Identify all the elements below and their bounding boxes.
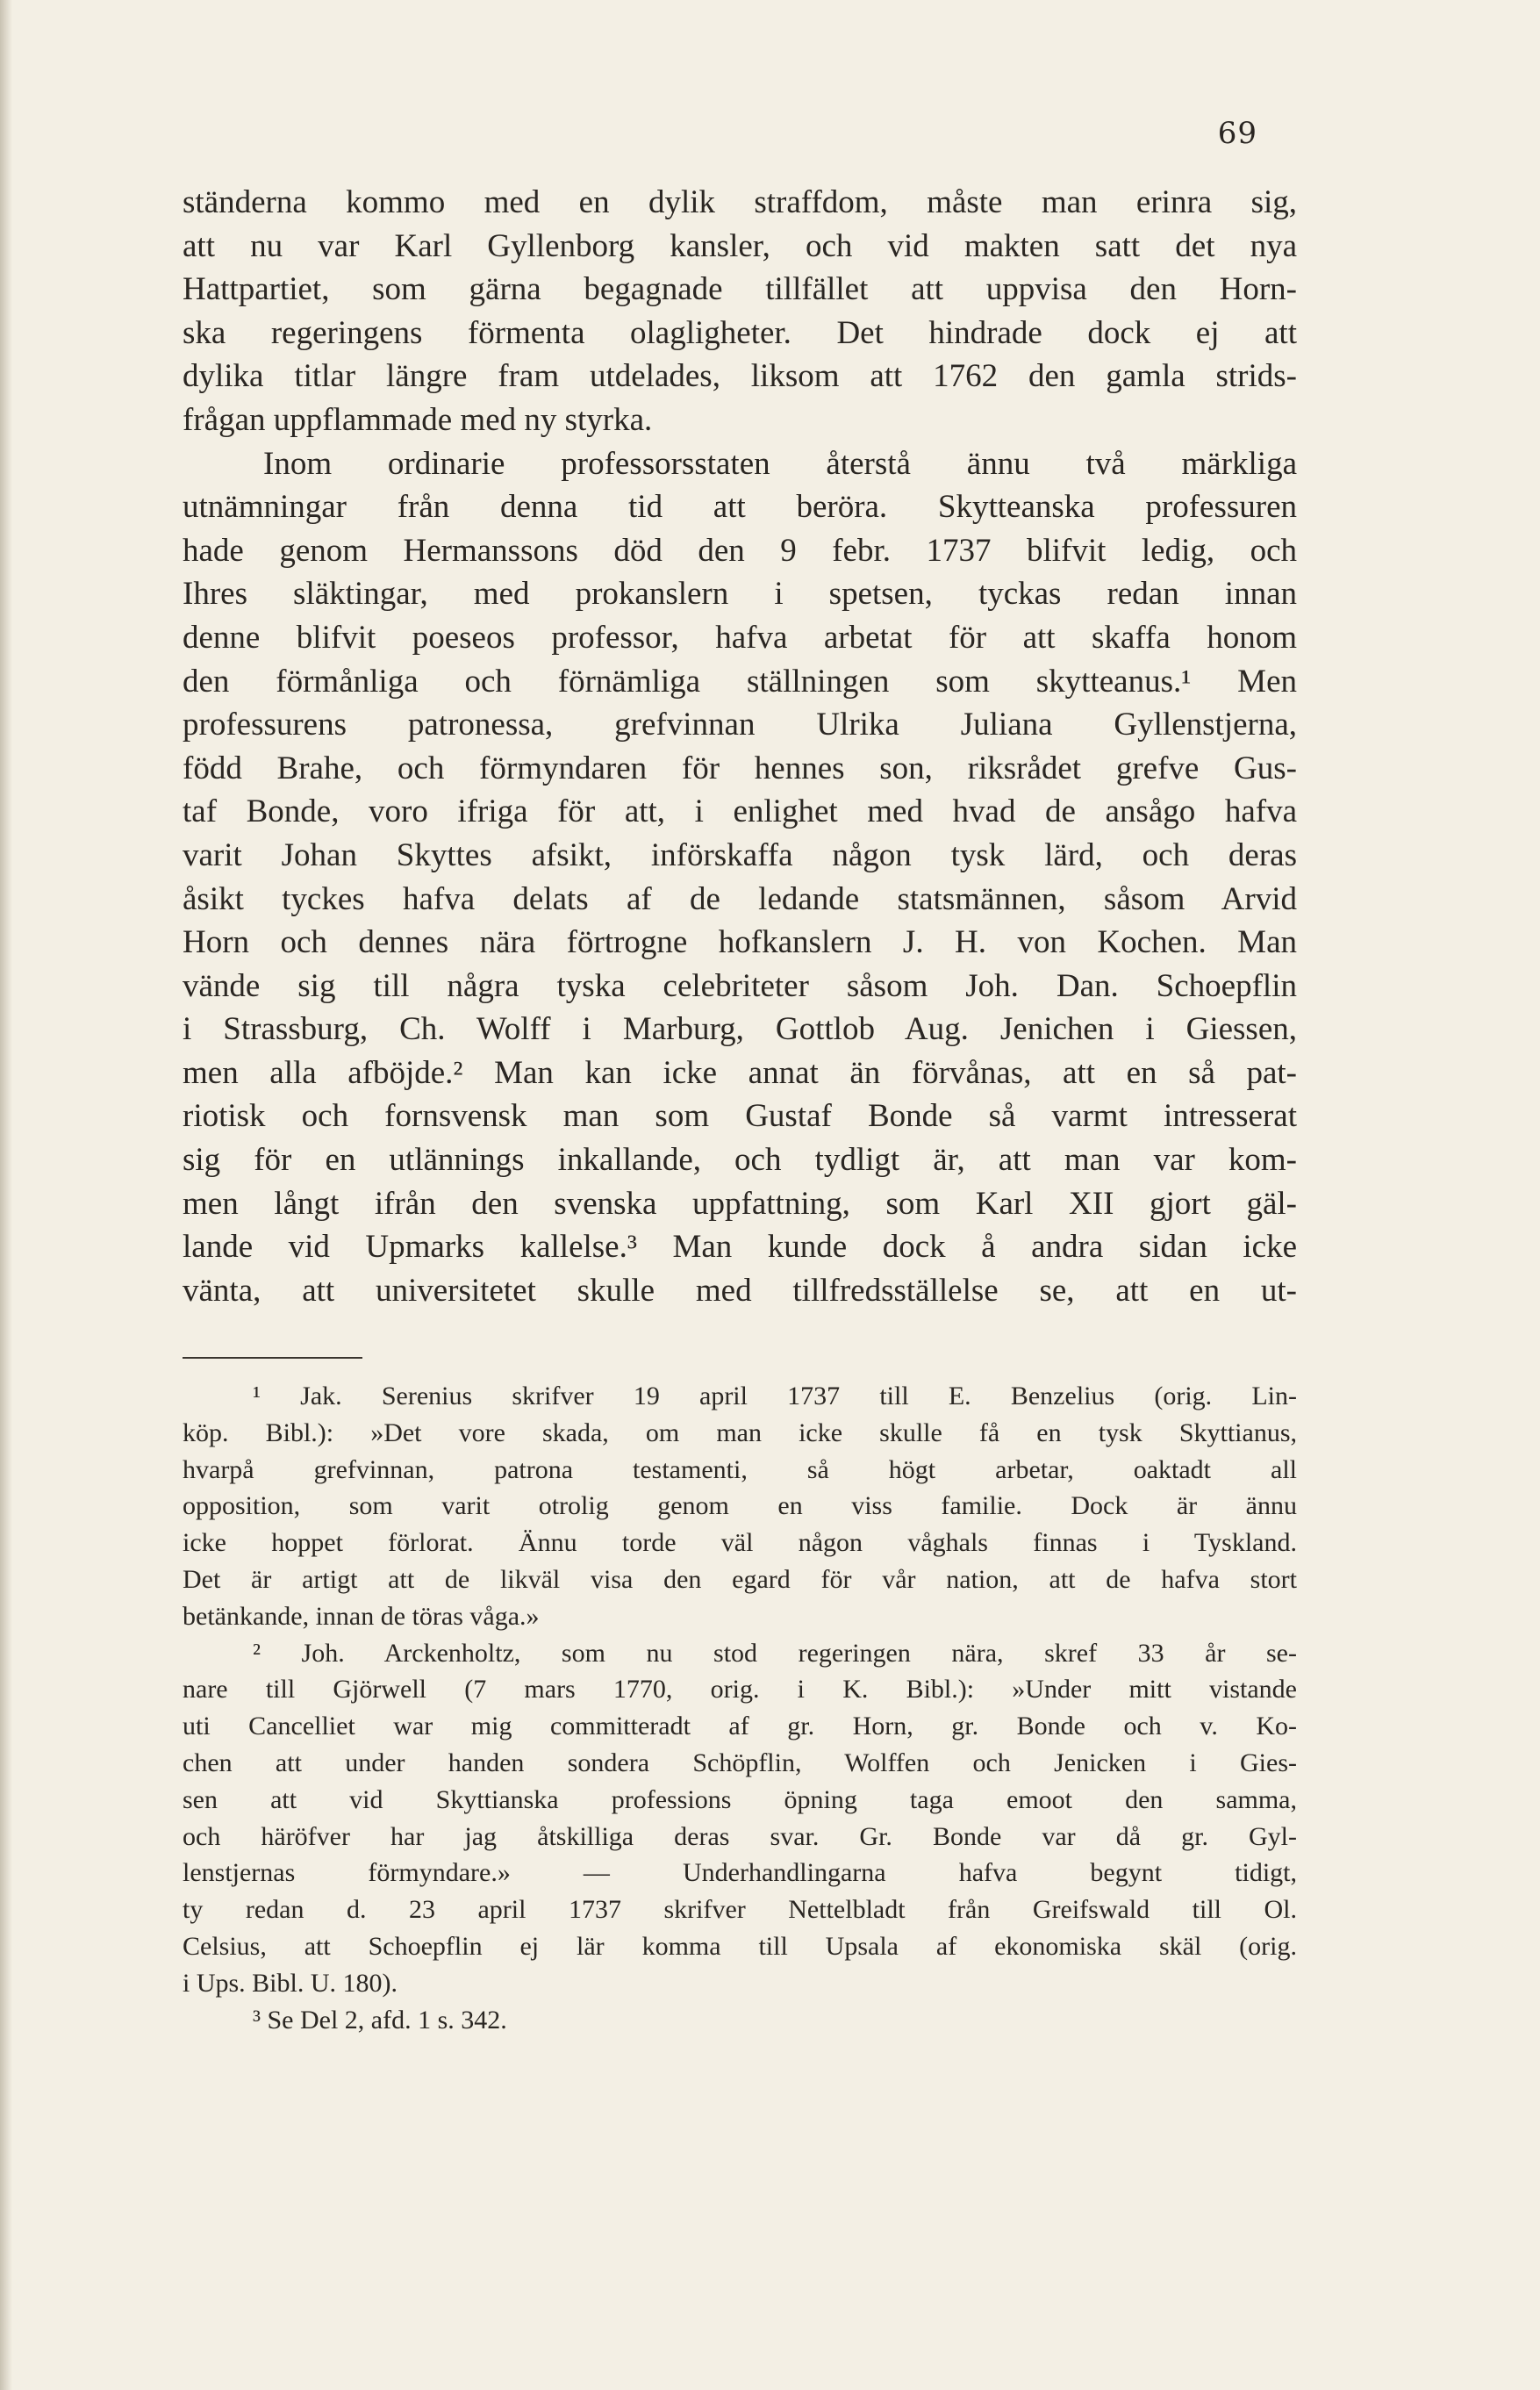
footnote-line: sen att vid Skyttianska professions öpning taga emoot den samma, bbox=[183, 1784, 1297, 1814]
text-line: vänta, att universitetet skulle med tillfredsställelse se, att en ut- bbox=[183, 1272, 1297, 1309]
text-line: riotisk och fornsvensk man som Gustaf Bonde så varmt intresserat bbox=[183, 1098, 1297, 1135]
footnote-line: ¹ Jak. Serenius skrifver 19 april 1737 till E. Benzelius (orig. Lin- bbox=[253, 1382, 1297, 1410]
text-line: Inom ordinarie professorsstaten återstå ännu två märkliga bbox=[263, 445, 1297, 482]
footnotes bbox=[183, 1378, 1297, 2038]
footnote-line: ³ Se Del 2, afd. 1 s. 342. bbox=[253, 2005, 507, 2035]
footnote-line: uti Cancelliet war mig committeradt af gr. Horn, gr. Bonde och v. Ko- bbox=[183, 1712, 1297, 1741]
page-number: 69 bbox=[1217, 116, 1257, 151]
text-line: Ihres släktingar, med prokanslern i spetsen, tyckas redan innan bbox=[183, 576, 1297, 613]
text-line: lande vid Upmarks kallelse.³ Man kunde dock å andra sidan icke bbox=[183, 1229, 1297, 1266]
text-line: Horn och dennes nära förtrogne hofkanslern J. H. von Kochen. Man bbox=[183, 924, 1297, 961]
footnote-line: Celsius, att Schoepflin ej lär komma till Upsala af ekonomiska skäl (orig. bbox=[183, 1931, 1297, 1961]
text-line: taf Bonde, voro ifriga för att, i enlighet med hvad de ansågo hafva bbox=[183, 793, 1297, 830]
text-line: ska regeringens förmenta olagligheter. Det hindrade dock ej att bbox=[183, 314, 1297, 351]
footnote-line: betänkande, innan de töras våga.» bbox=[183, 1601, 540, 1631]
text-line: i Strassburg, Ch. Wolff i Marburg, Gottlob Aug. Jenichen i Giessen, bbox=[183, 1011, 1297, 1048]
text-line: född Brahe, och förmyndaren för hennes son, riksrådet grefve Gus- bbox=[183, 750, 1297, 786]
text-line: Hattpartiet, som gärna begagnade tillfället att uppvisa den Horn- bbox=[183, 271, 1297, 308]
footnote-divider bbox=[183, 1357, 362, 1359]
footnote-line: Det är artigt att de likväl visa den egard för vår nation, att de hafva stort bbox=[183, 1564, 1297, 1594]
footnote-line: ty redan d. 23 april 1737 skrifver Nettelbladt från Greifswald till Ol. bbox=[183, 1895, 1297, 1925]
text-line: hade genom Hermanssons död den 9 febr. 1737 blifvit ledig, och bbox=[183, 532, 1297, 569]
body-text bbox=[183, 181, 1297, 1312]
footnote-line: lenstjernas förmyndare.» — Underhandlingarna hafva begynt tidigt, bbox=[183, 1858, 1297, 1888]
text-line: åsikt tyckes hafva delats af de ledande statsmännen, såsom Arvid bbox=[183, 880, 1297, 917]
footnote-line: nare till Gjörwell (7 mars 1770, orig. i K. Bibl.): »Under mitt vistande bbox=[183, 1675, 1297, 1705]
footnote-line: hvarpå grefvinnan, patrona testamenti, så högt arbetar, oaktadt all bbox=[183, 1454, 1297, 1484]
text-line: att nu var Karl Gyllenborg kansler, och vid makten satt det nya bbox=[183, 227, 1297, 264]
footnote-line: chen att under handen sondera Schöpflin, Wolffen och Jenicken i Gies- bbox=[183, 1748, 1297, 1777]
footnote-line: köp. Bibl.): »Det vore skada, om man icke skulle få en tysk Skyttianus, bbox=[183, 1417, 1297, 1447]
text-line: utnämningar från denna tid att beröra. Skytteanska professuren bbox=[183, 489, 1297, 526]
text-line: men alla afböjde.² Man kan icke annat än förvånas, att en så pat- bbox=[183, 1054, 1297, 1091]
text-line: den förmånliga och förnämliga ställningen som skytteanus.¹ Men bbox=[183, 663, 1297, 700]
text-line: ständerna kommo med en dylik straffdom, måste man erinra sig, bbox=[183, 184, 1297, 220]
footnote-line: icke hoppet förlorat. Ännu torde väl någon våghals finnas i Tyskland. bbox=[183, 1528, 1297, 1558]
footnote-line: ² Joh. Arckenholtz, som nu stod regeringen nära, skref 33 år se- bbox=[253, 1638, 1297, 1668]
footnote-line: och häröfver har jag åtskilliga deras svar. Gr. Bonde var då gr. Gyl- bbox=[183, 1821, 1297, 1851]
page-edge-shadow bbox=[0, 0, 12, 2390]
text-line: varit Johan Skyttes afsikt, införskaffa någon tysk lärd, och deras bbox=[183, 836, 1297, 873]
footnote-line: i Ups. Bibl. U. 180). bbox=[183, 1968, 398, 1998]
text-line: frågan uppflammade med ny styrka. bbox=[183, 401, 653, 438]
text-line: dylika titlar längre fram utdelades, liksom att 1762 den gamla strids- bbox=[183, 358, 1297, 395]
text-line: men långt ifrån den svenska uppfattning, som Karl XII gjort gäl- bbox=[183, 1185, 1297, 1222]
text-line: vände sig till några tyska celebriteter såsom Joh. Dan. Schoepflin bbox=[183, 967, 1297, 1004]
footnote-line: opposition, som varit otrolig genom en viss familie. Dock är ännu bbox=[183, 1491, 1297, 1521]
text-line: sig för en utlännings inkallande, och tydligt är, att man var kom- bbox=[183, 1142, 1297, 1179]
text-line: professurens patronessa, grefvinnan Ulrika Juliana Gyllenstjerna, bbox=[183, 707, 1297, 743]
text-line: denne blifvit poeseos professor, hafva arbetat för att skaffa honom bbox=[183, 619, 1297, 656]
